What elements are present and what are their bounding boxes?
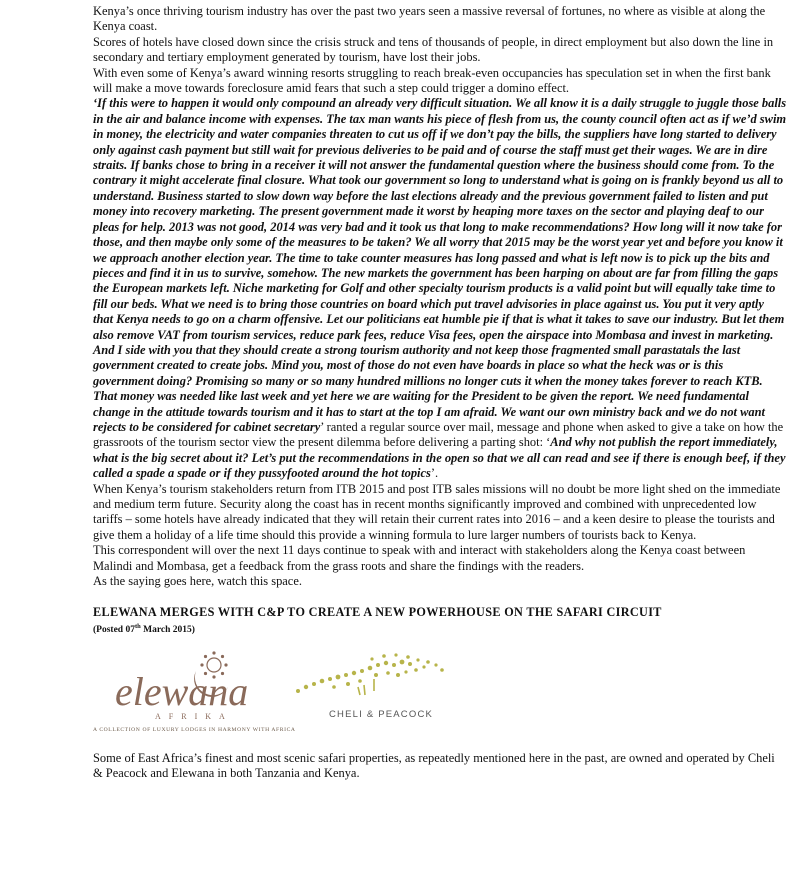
quote-close: ’. (430, 466, 439, 481)
source-quote: ‘If this were to happen it would only compound an already very difficult situation. We all know it is a daily struggle to juggle those balls in the air and balance income with expenses. The tax man wants his piece of flesh from us, the county council often act as if we’d swim in money, the electricity and water companies threaten to cut us off if we don’t pay the bills, the suppliers have long started to delivery only against cash payment but still wait for previous deliveries to be paid and of course the staff must get their wages. We are in dire straits. If banks chose to bring in a receiver it will not answer the fundamental question where the business should come from. To the contrary it might accelerate final closure. What took our government so long to understand what is going on is frankly beyond us all to understand. Business started to slow down way before the last elections already and the previous government failed to listen and put money into recovery marketing. The present government made it worst by heaping more taxes on the sector and playing deaf to our pleas for help. 2013 was not good, 2014 was very bad and it took us that long to make recommendations? How long will it now take for those, and then maybe only some of the measures to be taken? We all worry that 2015 may be the worst year yet and before you know it we approach another election year. The time to take counter measures has long passed and what is left now is to pick up the bits and pieces and find it in us to survive, somehow. The new markets the government has been harping on about are far from filling the gaps the European markets left. Niche marketing for Golf and other specialty tourism products is a valid point but will equally take time to fill our beds. What we need is to bring those countries on board which put travel advisories in place against us. You put it very aptly that Kenya needs to go on a charm offensive. Let our politicians eat humble pie if that is what it takes to save our industry. But let them also remove VAT from tourism services, reduce park fees, reduce Visa fees, open the airspace into Mombasa and invest in marketing. And I side with you that they should create a strong tourism authority and not keep those fragmented small parastatals the last government created to create jobs. Mind you, most of those do not even have boards in place so what the heck was or is this government doing? Promising so many or so many hundred millions no longer cuts it when the money takes forever to reach KTB. That money was needed like last week and yet here we are waiting for the President to be given the report. We need fundamental change in the attitude towards tourism and it has to start at the top I am afraid. We want our own ministry back and we do not want rejects to be considered for cabinet secretary (93, 96, 787, 434)
cheli-peacock-name: CHELI & PEACOCK (329, 708, 434, 720)
paragraph-itb: When Kenya’s tourism stakeholders return from ITB 2015 and post ITB sales missions will no doubt be more light shed on the immediate and medium term future. Security along the coast has in recent months significantly improved and combined with unprecedented low tariffs – some hotels have already indicated that they will retain their current rates into 2016 – and a keen desire to please the tourists and give them a holiday of a life time should this provide a winning formula to lure larger numbers of tourists back to Kenya. (93, 481, 781, 542)
parting-shot-quote: And why not publish the report immediately, what is the big secret about it? Let’s put the recommendations in the open so that we all can read and see if there is enough beef, if they called a spade a spade or if they pussyfooted around the hot topics (93, 435, 786, 481)
quote-attribution: ’ ranted a regular source over mail, message and phone when asked to give a take on how the grassroots of the tourism sector view the present dilemma before delivering a parting shot: ‘ (93, 419, 784, 450)
paragraph-banks: With even some of Kenya’s award winning resorts struggling to reach break-even occupancies has speculation set in when the first bank will make a move towards foreclosure amid fears that such a step could trigger a domino effect. (93, 65, 771, 96)
elewana-wordmark: elewana (115, 668, 249, 714)
posted-date (93, 621, 787, 636)
posted-date-prefix: (Posted 07 (93, 625, 135, 636)
elewana-sub: AFRIKA (155, 711, 233, 721)
cheli-peacock-logo (288, 651, 478, 731)
paragraph-quote (93, 96, 787, 481)
article-page (93, 4, 787, 781)
paragraph-properties: Some of East Africa’s finest and most scenic safari properties, as repeatedly mentioned here in the past, are owned and operated by Cheli & Peacock and Elewana in both Tanzania and Kenya. (93, 750, 775, 780)
elewana-logo-graphic (93, 643, 293, 735)
posted-date-suffix: th (134, 623, 141, 631)
section-heading: ELEWANA MERGES WITH C&P TO CREATE A NEW POWERHOUSE ON THE SAFARI CIRCUIT (93, 605, 662, 620)
elewana-tagline: A COLLECTION OF LUXURY LODGES IN HARMONY WITH AFRICA (93, 726, 296, 733)
posted-date-month: March 2015) (140, 625, 195, 636)
elewana-logo (93, 643, 296, 735)
paragraph-hotels-closed: Scores of hotels have closed down since the crisis struck and tens of thousands of people, in direct employment but also down the line in secondary and tertiary employment generated by tourism, have lost their jobs. (93, 34, 774, 65)
cheli-peacock-graphic (288, 651, 478, 711)
logos-row (93, 643, 787, 735)
paragraph-watch: As the saying goes here, watch this space. (93, 574, 302, 589)
paragraph-intro: Kenya’s once thriving tourism industry has over the past two years seen a massive reversal of fortunes, no where as visible at along the Kenya coast. (93, 4, 766, 34)
paragraph-correspondent: This correspondent will over the next 11 days continue to speak with and interact with stakeholders along the Kenya coast between Malindi and Mombasa, get a feedback from the grass roots and share the findings with the readers. (93, 543, 746, 573)
